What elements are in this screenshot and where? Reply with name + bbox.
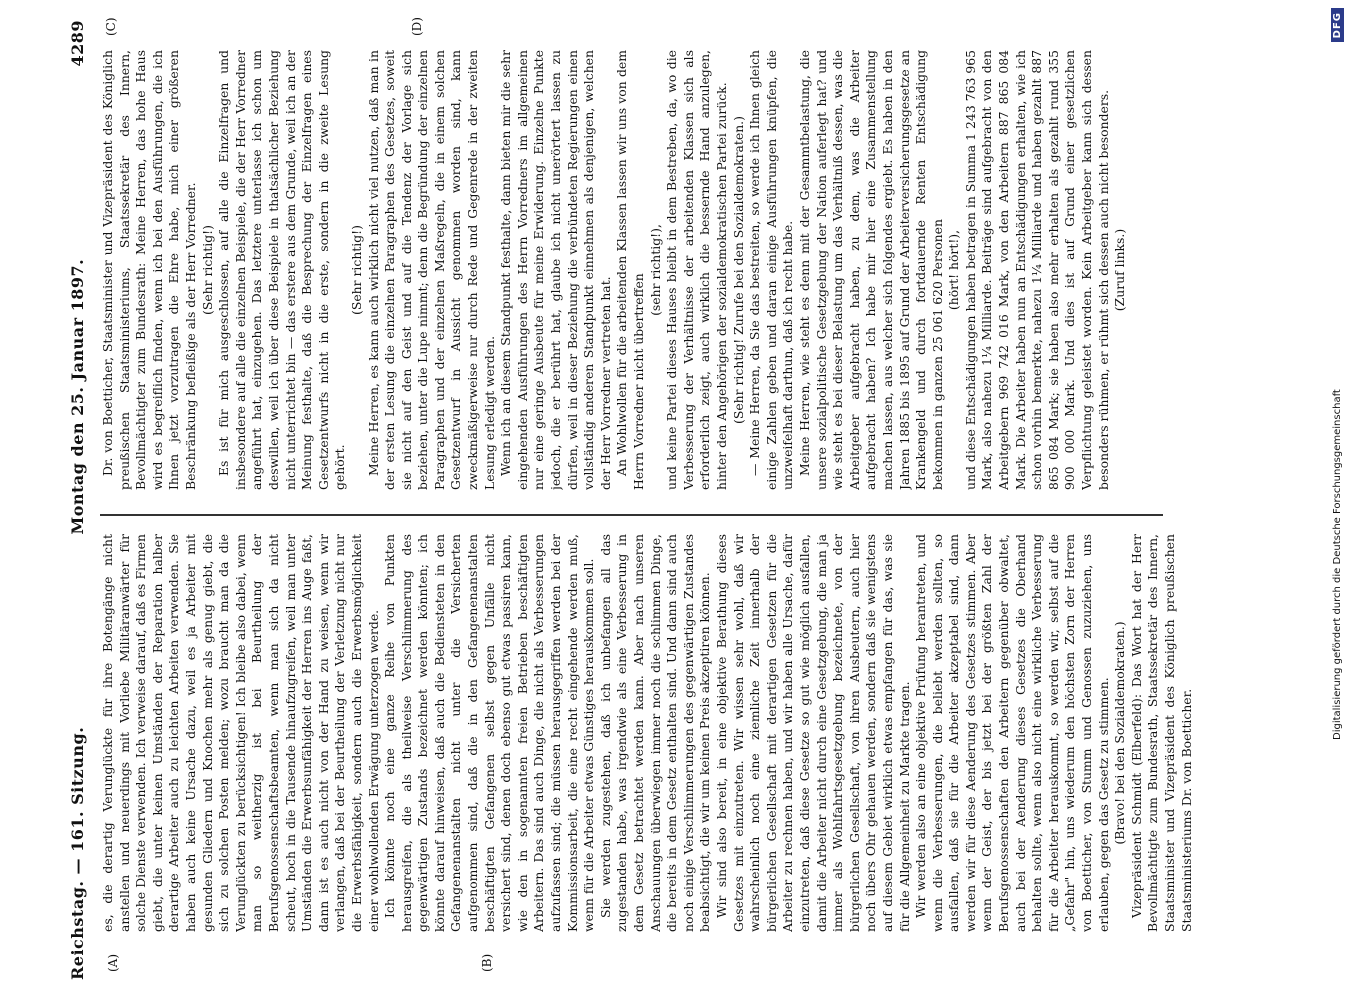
credit-text: Digitalisierung gefördert durch die Deutsche Forschungsgemeinschaft — [1331, 389, 1343, 740]
header-page-number: 4289 — [67, 20, 87, 67]
interjection: (Sehr richtig! Zurufe bei den Sozialdemokraten.) — [730, 116, 746, 424]
paragraph: Wir werden also an eine objektive Prüfung herantreten, und wenn die Verbesserungen, die beliebt werden sollten, so ausfallen, daß sie für die Arbeiter akzeptabel sind, dann werden wir für diese Aenderung des Gesetzes stimmen. Aber wenn der Geist, der bis jetzt bei der größten Zahl der Berufsgenossenschaften den Arbeitern gegenüber obwaltet, auch bei der Aenderung dieses Gesetzes die Oberhand behalten sollte, wenn also nicht eine wirkliche Verbesserung für die Arbeiter herauskommt, so werden wir, selbst auf die „Gefahr" hin, uns wiederum den höchsten Zorn der Herren von Boetticher, von Stumm und Genossen zuzuziehen, uns erlauben, gegen das Gesetz zu stimmen. — [913, 534, 1111, 932]
margin-mark-a: (A) — [106, 953, 120, 972]
speaker-introduction: Vizepräsident Schmidt (Elberfeld): Das Wort hat der Herr Bevollmächtigte zum Bundesrath, Staatssekretär des Innern, Staatsminister und Vizepräsident des Königlich preußischen Staatsministeriums Dr. von Boetticher. — [1128, 534, 1194, 932]
header-session-title: Reichstag. — 161. Sitzung. — [67, 726, 87, 980]
paragraph: An Wohlwollen für die arbeitenden Klassen lassen wir uns von dem Herrn Vorredner nicht übertreffen — [614, 50, 646, 490]
paragraph: Ich könnte noch eine ganze Reihe von Punkten herausgreifen, die als theilweise Verschlimmerung des gegenwärtigen Zustands bezeichnet werden könnten; ich könnte darauf hinweisen, daß auch die Bediensteten in den Gefangenenanstalten nicht unter die Versicherten aufgenommen sind, daß die in den Gefangenenanstalten beschäftigten Gefangenen selbst gegen Unfälle nicht versichert sind, denen doch ebenso gut etwas passiren kann, wie den in sogenannten freien Betrieben beschäftigten Arbeitern. Das sind auch Dinge, die nicht als Verbesserungen aufzufassen sind; die müssen herausgegriffen werden bei der Kommissionsarbeit, die eine recht eingehende werden muß, wenn für die Arbeiter etwas Günstiges herauskommen soll. — [382, 534, 597, 932]
paragraph: Meine Herren, wie steht es denn mit der Gesammtbelastung, die unsere sozialpolitische Gesetzgebung der Nation auferlegt hat? und wie steht es bei dieser Belastung um das Verhältniß dessen, was die Arbeitgeber aufgebracht haben, zu dem, was die Arbeiter aufgebracht haben? Ich habe mir hier eine Zusammenstellung machen lassen, aus welcher sich folgendes ergiebt. Es haben in den Jahren 1885 bis 1895 auf Grund der Arbeiterversicherungsgesetze an Krankengeld und durch fortdauernde Renten Entschädigung bekommen in ganzen 25 061 620 Personen — [796, 50, 945, 490]
paragraph: und keine Partei dieses Hauses bleibt in dem Bestreben, da, wo die Verbesserung der Verhältnisse der arbeitenden Klassen sich als erforderlich zeigt, auch wirklich die bessernde Hand anzulegen, hinter den Angehörigen der sozialdemokratischen Partei zurück. — [664, 50, 729, 490]
paragraph: es, die derartig Verunglückte für ihre Botengänge nicht anstellen und neuerdings mit Vorliebe Militäranwärter für solche Dienste verwenden. Ich verweise darauf, daß es Firmen giebt, die unter keinen Umständen der Reparation halber derartige Arbeiter auch zu leichten Arbeiten verwenden. Sie haben auch keine Ursache dazu, weil es ja Arbeiter mit gesunden Gliedern und Knochen mehr als genug giebt, die sich zu solchen Posten melden; wozu braucht man da die Verunglückten zu berücksichtigen! Ich bleibe also dabei, wenn man so weitherzig ist bei Beurtheilung der Berufsgenossenschaftsbeamten, wenn man sich da nicht scheut, hoch in die Tausende hinaufzugreifen, weil man unter Umständen die Erwerbsunfähigkeit der Herren ins Auge faßt, dann ist es auch nicht von der Hand zu weisen, wenn wir verlangen, daß bei der Beurtheilung der Verletzung nicht nur die Erwerbsfähigkeit, sondern auch die Erwerbsmöglichkeit einer wohlwollenden Erwägung unterzogen werde. — [100, 534, 381, 932]
text-column-right — [100, 50, 1283, 490]
speech-opening: Dr. von Boetticher, Staatsminister und Vizepräsident des Königlich preußischen Staatsministeriums, Staatssekretär des Innern, Bevollmächtigter zum Bundesrath: Meine Herren, das hohe Haus wird es begreiflich finden, wenn ich bei den Ausführungen, die ich Ihnen jetzt vorzutragen die Ehre habe, mich einer größeren Beschränkung befleißige als der Herr Vorredner. — [100, 50, 198, 490]
interjection: (hört! hört!), — [946, 229, 962, 311]
page-header — [60, 20, 94, 980]
margin-mark-c: (C) — [104, 17, 118, 36]
paragraph: — Meine Herren, da Sie das bestreiten, so werde ich Ihnen gleich einige Zahlen geben und daran einige Ausführungen knüpfen, die unzweifelhaft darthun, daß ich recht habe. — [747, 50, 796, 490]
margin-mark-b: (B) — [480, 953, 494, 972]
dfg-logo: DFG — [1331, 8, 1344, 42]
header-date: Montag den 25. Januar 1897. — [67, 258, 87, 535]
paragraph: Meine Herren, es kann auch wirklich nicht viel nutzen, daß man in der ersten Lesung die einzelnen Paragraphen des Gesetzes, soweit sie nicht auf den Geist und auf die Tendenz der Vorlage sich beziehen, unter die Lupe nimmt; denn die Begründung der einzelnen Paragraphen und der einzelnen Maßregeln, die in einem solchen Gesetzentwurf in Aussicht genommen worden sind, kann zweckmäßigerweise nur durch Rede und Gegenrede in der zweiten Lesung erledigt werden. — [365, 50, 497, 490]
paragraph: Wenn ich an diesem Standpunkt festhalte, dann bieten mir die sehr eingehenden Ausführungen des Herrn Vorredners im allgemeinen nur eine geringe Ausbeute für meine Erwiderung. Einzelne Punkte jedoch, die er berührt hat, glaube ich nicht unerörtert lassen zu dürfen, weil in dieser Beziehung die verbündeten Regierungen einen vollständig anderen Standpunkt einnehmen als denjenigen, welchen der Herr Vorredner vertreten hat. — [498, 50, 613, 490]
page-body — [100, 10, 1283, 976]
interjection: (Zuruf links.) — [1112, 228, 1128, 312]
interjection: (Sehr richtig!) — [199, 225, 215, 315]
paragraph: Wir sind also bereit, in eine objektive Berathung dieses Gesetzes mit einzutreten. Wir wissen sehr wohl, daß wir wahrscheinlich noch eine ziemliche Zeit innerhalb der bürgerlichen Gesellschaft mit derartigen Gesetzen für die Arbeiter zu rechnen haben, und wir haben alle Ursache, dafür einzutreten, daß diese Gesetze so gut wie möglich ausfallen, damit die Arbeiter nicht durch eine Gesetzgebung, die man ja immer als Wohlfahrtsgesetzgebung bezeichnete, von der bürgerlichen Gesellschaft, von ihren Ausbeutern, auch hier noch übers Ohr gehauen werden, sondern daß sie wenigstens auf diesem Gebiet wirklich etwas empfangen für das, was sie für die Allgemeinheit zu Markte tragen. — [713, 534, 912, 932]
paragraph: Sie werden zugestehen, daß ich unbefangen all das zugestanden habe, was irgendwie als eine Verbesserung in dem Gesetz betrachtet werden kann. Aber nach unseren Anschauungen überwiegen immer noch die schlimmen Dinge, die bereits in dem Gesetz enthalten sind. Und dann sind auch noch einige Verschlimmerungen des gegenwärtigen Zustandes beabsichtigt, die wir um keinen Preis akzeptiren können. — [597, 534, 713, 932]
margin-mark-d: (D) — [410, 17, 424, 36]
digitization-credit — [1325, 0, 1349, 1000]
paragraph: und diese Entschädigungen haben betragen in Summa 1 243 763 965 Mark, also nahezu 1¼ Milliarde. Beiträge sind aufgebracht von den Arbeitgebern 969 742 016 Mark, von den Arbeitern 887 865 084 Mark. Die Arbeiter haben nun an Entschädigungen erhalten, wie ich schon vorhin bemerkte, nahezu 1¼ Milliarde und haben gezahlt 887 865 084 Mark; sie haben also mehr erhalten als gezahlt rund 355 900 000 Mark. Und dies ist auf Grund einer gesetzlichen Verpflichtung geleistet worden. Kein Arbeitgeber kann sich dessen besonders rühmen, er rühmt sich dessen auch nicht besonders. — [962, 50, 1111, 490]
text-column-left — [100, 534, 1283, 932]
interjection: (sehr richtig!), — [647, 224, 663, 316]
interjection: (Bravo! bei den Sozialdemokraten.) — [1112, 621, 1128, 845]
column-divider — [100, 514, 1163, 516]
paragraph: Es ist für mich ausgeschlossen, auf alle die Einzelfragen und insbesondere auf alle die einzelnen Beispiele, die der Herr Vorredner angeführt hat, einzugehen. Das letztere unterlasse ich schon um deswillen, weil ich über diese Beispiele in thatsächlicher Beziehung nicht unterrichtet bin — das erstere aus dem Grunde, weil ich an der Meinung festhalte, daß die Besprechung der Einzelfragen eines Gesetzentwurfs nicht in die erste, sondern in die zweite Lesung gehört. — [216, 50, 348, 490]
interjection: (Sehr richtig!) — [348, 225, 364, 315]
